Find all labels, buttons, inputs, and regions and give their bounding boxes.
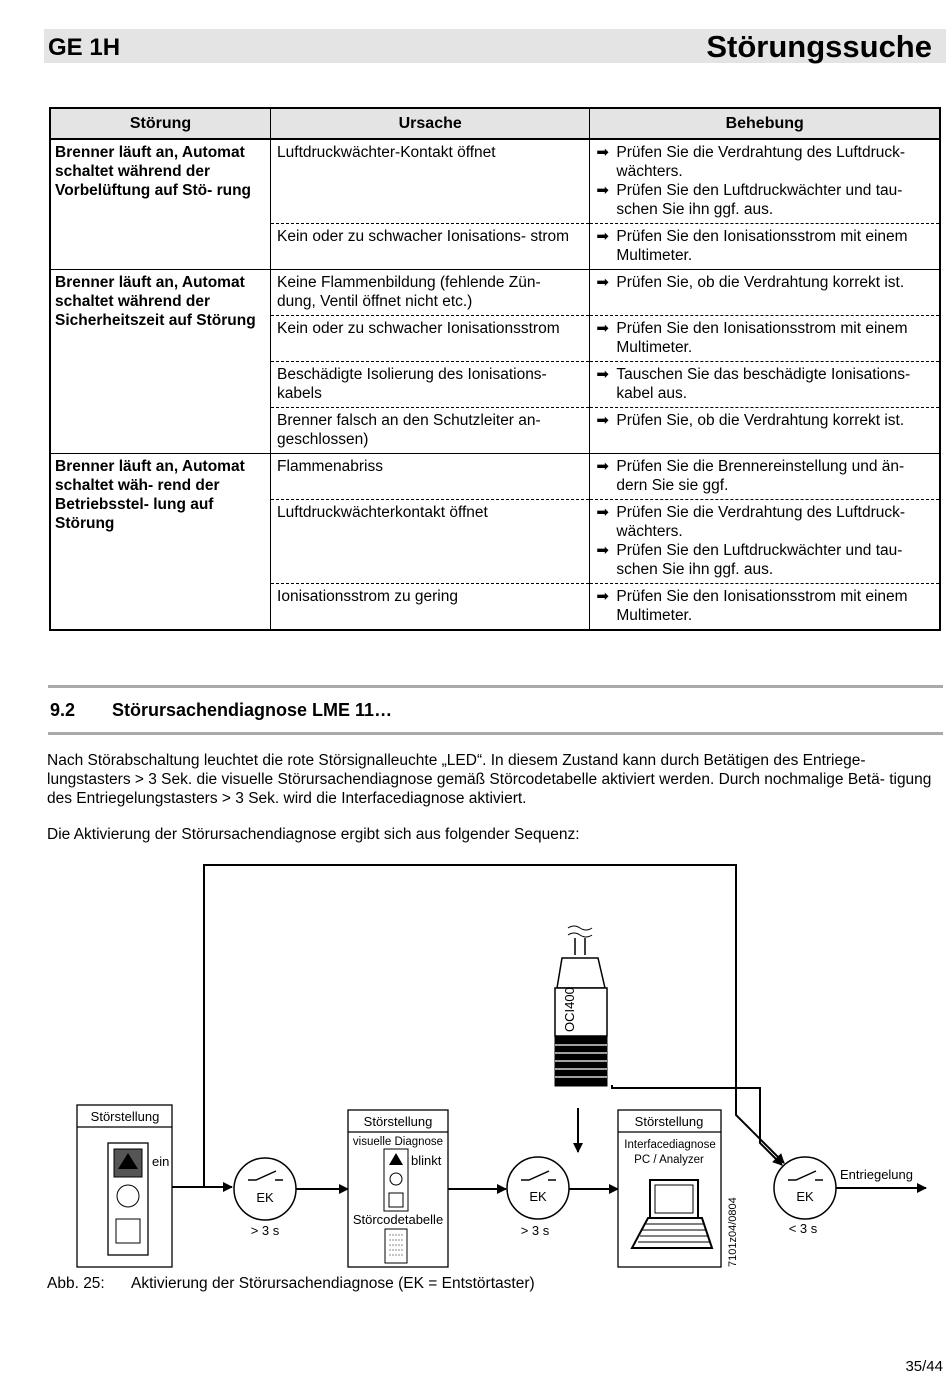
oci400-adapter-icon <box>555 926 607 1086</box>
led-on-label: ein <box>152 1154 170 1169</box>
state-box-3-subtitle: Interfacediagnose <box>624 1139 716 1151</box>
arrow-right-icon: ➡ <box>596 274 609 291</box>
paragraph-intro: Nach Störabschaltung leuchtet die rote Störsignalleuchte „LED“. In diesem Zustand kann durch Betätigen des Entriege- lungstasters > 3 Sek. die visuelle Störursachendiagnose gemäß Störcodetabelle aktiviert werden. Durch nochmalige Betä- tigung des Entriegelungstasters > 3 Sek. wird die Interfacediagnose aktiviert. <box>47 752 932 807</box>
state-box-2-subtitle: visuelle Diagnose <box>352 1136 444 1148</box>
page-title: Störungssuche <box>706 29 932 64</box>
blink-square-icon <box>389 1193 403 1207</box>
state-box-3-subtitle-2: PC / Analyzer <box>634 1154 704 1166</box>
arrow-right-icon: ➡ <box>596 182 609 199</box>
arrow-right-icon: ➡ <box>596 228 609 245</box>
reset-switch-3 <box>774 1157 836 1219</box>
section-title: Störursachendiagnose LME 11… <box>112 700 393 720</box>
remedy-text: Prüfen Sie, ob die Verdrahtung korrekt ist. <box>616 412 905 429</box>
remedy-text: Prüfen Sie den Ionisationsstrom mit einem Multimeter. <box>616 320 908 356</box>
reset-switch-1-time: > 3 s <box>250 1223 280 1238</box>
blink-label: blinkt <box>411 1153 442 1168</box>
state-box-1-title: Störstellung <box>90 1109 160 1124</box>
reset-square-icon <box>116 1219 140 1243</box>
remedy-text: Prüfen Sie den Ionisationsstrom mit einem Multimeter. <box>616 588 908 624</box>
paragraph-sequence: Die Aktivierung der Störursachendiagnose ergibt sich aus folgender Sequenz: <box>47 826 580 843</box>
remedy-text: Tauschen Sie das beschädigte Ionisations- kabel aus. <box>616 366 911 402</box>
column-header-stoerung: Störung <box>50 108 271 139</box>
ursache-cell: Luftdruckwächterkontakt öffnet <box>271 500 590 584</box>
reset-switch-2 <box>507 1157 569 1219</box>
ursache-cell: Ionisationsstrom zu gering <box>271 584 590 631</box>
reset-switch-3-label: EK <box>796 1189 814 1204</box>
stoerung-cell: Brenner läuft an, Automat schaltet während der Sicherheitszeit auf Störung <box>50 270 271 454</box>
reset-switch-3-time: < 3 s <box>788 1221 818 1236</box>
ursache-cell: Brenner falsch an den Schutzleiter an- geschlossen) <box>271 408 590 454</box>
remedy-text: Prüfen Sie die Verdrahtung des Luftdruck- wächters. <box>616 504 906 540</box>
section-number: 9.2 <box>50 700 76 720</box>
reset-switch-2-time: > 3 s <box>520 1223 550 1238</box>
remedy-text: Prüfen Sie den Ionisationsstrom mit einem Multimeter. <box>616 228 908 264</box>
error-code-table-label: Störcodetabelle <box>352 1212 444 1227</box>
page-number: 35/44 <box>905 1358 943 1375</box>
blink-circle-icon <box>390 1173 402 1185</box>
stoerung-cell: Brenner läuft an, Automat schaltet wäh- rend der Betriebsstel- lung auf Störung <box>50 454 271 631</box>
model-name: GE 1H <box>48 34 121 61</box>
figure-caption <box>47 1275 535 1293</box>
ursache-cell: Flammenabriss <box>271 454 590 500</box>
ursache-cell: Keine Flammenbildung (fehlende Zün- dung, Ventil öffnet nicht etc.) <box>271 270 590 316</box>
stoerung-cell: Brenner läuft an, Automat schaltet während der Vorbelüftung auf Stö- rung <box>50 139 271 270</box>
error-code-table-icon <box>385 1229 407 1263</box>
arrow-right-icon: ➡ <box>596 504 609 521</box>
remedy-text: Prüfen Sie die Brennereinstellung und än- dern Sie sie ggf. <box>616 458 905 494</box>
unlock-label: Entriegelung <box>840 1167 913 1182</box>
arrow-right-icon: ➡ <box>596 366 609 383</box>
remedy-text: Prüfen Sie, ob die Verdrahtung korrekt ist. <box>616 274 905 291</box>
reset-switch-1 <box>234 1158 296 1220</box>
ursache-cell: Kein oder zu schwacher Ionisationsstrom <box>271 316 590 362</box>
figure-caption-text: Aktivierung der Störursachendiagnose (EK = Entstörtaster) <box>131 1275 535 1292</box>
ursache-cell: Beschädigte Isolierung des Ionisations- kabels <box>271 362 590 408</box>
arrow-right-icon: ➡ <box>596 412 609 429</box>
ursache-cell: Kein oder zu schwacher Ionisations- strom <box>271 224 590 270</box>
reset-switch-1-label: EK <box>256 1190 274 1205</box>
oci-label: OCI400 <box>562 987 577 1032</box>
arrow-right-icon: ➡ <box>596 458 609 475</box>
led-circle-icon <box>117 1185 139 1207</box>
state-box-2-title: Störstellung <box>363 1114 433 1129</box>
remedy-text: Prüfen Sie den Luftdruckwächter und tau- schen Sie ihn ggf. aus. <box>616 542 903 578</box>
drawing-code: 7101z04/0804 <box>727 1197 739 1267</box>
arrow-right-icon: ➡ <box>596 320 609 337</box>
column-header-behebung: Behebung <box>590 108 940 139</box>
ursache-cell: Luftdruckwächter-Kontakt öffnet <box>271 139 590 224</box>
arrow-right-icon: ➡ <box>596 144 609 161</box>
arrow-right-icon: ➡ <box>596 588 609 605</box>
state-box-3-title: Störstellung <box>634 1114 704 1129</box>
figure-label: Abb. 25: <box>47 1275 105 1292</box>
reset-switch-2-label: EK <box>529 1189 547 1204</box>
remedy-text: Prüfen Sie den Luftdruckwächter und tau- schen Sie ihn ggf. aus. <box>616 182 903 218</box>
remedy-text: Prüfen Sie die Verdrahtung des Luftdruck- wächters. <box>616 144 906 180</box>
column-header-ursache: Ursache <box>271 108 590 139</box>
arrow-right-icon: ➡ <box>596 542 609 559</box>
